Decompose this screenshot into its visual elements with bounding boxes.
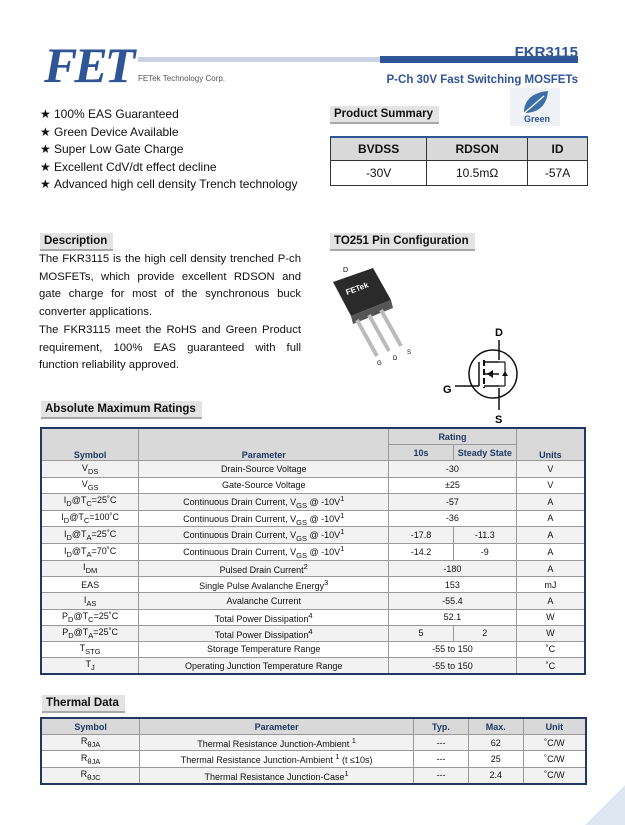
symbol-cell: $R_{\theta JA}$ bbox=[41, 751, 140, 767]
rating-cell: -30 bbox=[389, 461, 517, 477]
max-cell: 25 bbox=[468, 751, 523, 767]
parameter-cell: Gate-Source Voltage bbox=[139, 477, 389, 493]
description-paragraph: The FKR3115 is the high cell density trenched P-ch MOSFETs, which provide excellent RDSON and gate charge for most of the synchronous buck converter applications. bbox=[39, 253, 301, 319]
package-pin-d-top: D bbox=[343, 267, 349, 274]
max-cell: 62 bbox=[468, 735, 523, 751]
typ-cell: --- bbox=[414, 767, 469, 784]
col-header-units: Units bbox=[516, 428, 585, 461]
symbol-cell: $R_{\theta JA}$ bbox=[41, 735, 140, 751]
rating-cell: ±25 bbox=[389, 477, 517, 493]
summary-value: -30V bbox=[331, 161, 427, 186]
product-summary-heading: Product Summary bbox=[330, 106, 439, 124]
unit-cell: ˚C/W bbox=[523, 751, 586, 767]
table-row bbox=[41, 461, 585, 477]
units-cell: A bbox=[516, 560, 585, 576]
symbol-cell: $V_{DS}$ bbox=[41, 461, 139, 477]
parameter-cell: Single Pulse Avalanche Energy$^3$ bbox=[139, 577, 389, 593]
summary-header: RDSON bbox=[427, 137, 528, 161]
rating-steady-cell: -9 bbox=[453, 544, 516, 561]
feature-list bbox=[40, 106, 310, 194]
rating-cell: -55 to 150 bbox=[389, 658, 517, 675]
table-row bbox=[41, 510, 585, 527]
units-cell: mJ bbox=[516, 577, 585, 593]
feature-item: ★ Green Device Available bbox=[40, 124, 310, 142]
green-badge bbox=[510, 88, 560, 126]
rating-cell: 52.1 bbox=[389, 609, 517, 625]
header-rule-light bbox=[138, 57, 380, 62]
symbol-cell: $I_D@T_C=100˚C$ bbox=[41, 510, 139, 527]
mosfet-symbol bbox=[435, 322, 535, 426]
rating-cell: -180 bbox=[389, 560, 517, 576]
table-row bbox=[41, 658, 585, 675]
units-cell: A bbox=[516, 544, 585, 561]
product-subtitle: P-Ch 30V Fast Switching MOSFETs bbox=[386, 74, 578, 86]
symbol-drain-label: D bbox=[495, 327, 503, 339]
rating-10s-cell: -14.2 bbox=[389, 544, 454, 561]
units-cell: V bbox=[516, 461, 585, 477]
symbol-cell: $T_{STG}$ bbox=[41, 641, 139, 657]
package-pin-g: G bbox=[377, 361, 382, 367]
package-pin-s: S bbox=[407, 350, 412, 356]
units-cell: W bbox=[516, 609, 585, 625]
table-row bbox=[41, 641, 585, 657]
feature-item: ★ Excellent CdV/dt effect decline bbox=[40, 159, 310, 177]
symbol-gate-label: G bbox=[443, 384, 452, 396]
pin-config-heading: TO251 Pin Configuration bbox=[330, 233, 475, 251]
units-cell: A bbox=[516, 593, 585, 609]
table-row bbox=[41, 477, 585, 493]
rating-10s-cell: 5 bbox=[389, 625, 454, 641]
thermal-col-header: Parameter bbox=[140, 718, 414, 735]
symbol-cell: $T_J$ bbox=[41, 658, 139, 675]
package-pin-d: D bbox=[393, 356, 398, 362]
feature-item: ★ 100% EAS Guaranteed bbox=[40, 106, 310, 124]
company-name: FETek Technology Corp. bbox=[138, 74, 226, 83]
parameter-cell: Drain-Source Voltage bbox=[139, 461, 389, 477]
table-row bbox=[41, 609, 585, 625]
unit-cell: ˚C/W bbox=[523, 767, 586, 784]
thermal-col-header: Max. bbox=[468, 718, 523, 735]
thermal-heading: Thermal Data bbox=[42, 695, 125, 713]
thermal-col-header: Typ. bbox=[414, 718, 469, 735]
rating-steady-cell: -11.3 bbox=[453, 527, 516, 544]
thermal-col-header: Symbol bbox=[41, 718, 140, 735]
col-header-symbol: Symbol bbox=[41, 428, 139, 461]
thermal-col-header: Unit bbox=[523, 718, 586, 735]
symbol-source-label: S bbox=[495, 414, 503, 426]
parameter-cell: Continuous Drain Current, $V_{GS}$ @ $-10V^1$ bbox=[139, 527, 389, 544]
typ-cell: --- bbox=[414, 751, 469, 767]
abs-max-body bbox=[41, 461, 585, 674]
rating-steady-cell: 2 bbox=[453, 625, 516, 641]
feature-item: ★ Advanced high cell density Trench technology bbox=[40, 176, 310, 194]
parameter-cell: Thermal Resistance Junction-Case$^1$ bbox=[140, 767, 414, 784]
summary-value: 10.5mΩ bbox=[427, 161, 528, 186]
symbol-cell: $P_D@T_A=25˚C$ bbox=[41, 625, 139, 641]
summary-header: BVDSS bbox=[331, 137, 427, 161]
to251-package-illustration bbox=[325, 262, 435, 372]
description-paragraph: The FKR3115 meet the RoHS and Green Product requirement, 100% EAS guaranteed with full function reliability approved. bbox=[39, 323, 301, 372]
table-row bbox=[41, 560, 585, 576]
table-row bbox=[41, 544, 585, 561]
units-cell: A bbox=[516, 493, 585, 510]
symbol-cell: $I_D@T_A=25˚C$ bbox=[41, 527, 139, 544]
table-row bbox=[41, 593, 585, 609]
parameter-cell: Thermal Resistance Junction-Ambient $^1$ (t ≤10s) bbox=[140, 751, 414, 767]
units-cell: A bbox=[516, 527, 585, 544]
symbol-cell: $I_D@T_A=70˚C$ bbox=[41, 544, 139, 561]
col-header-10s: 10s bbox=[389, 445, 454, 461]
symbol-cell: $V_{GS}$ bbox=[41, 477, 139, 493]
units-cell: A bbox=[516, 510, 585, 527]
corner-decoration bbox=[585, 785, 625, 825]
abs-max-heading: Absolute Maximum Ratings bbox=[41, 401, 202, 419]
col-header-parameter: Parameter bbox=[139, 428, 389, 461]
rating-cell: -55.4 bbox=[389, 593, 517, 609]
parameter-cell: Avalanche Current bbox=[139, 593, 389, 609]
description-heading: Description bbox=[40, 233, 113, 251]
table-row bbox=[41, 625, 585, 641]
summary-value: -57A bbox=[528, 161, 588, 186]
table-row bbox=[41, 767, 586, 784]
part-number: FKR3115 bbox=[514, 44, 578, 61]
description-text bbox=[39, 251, 301, 375]
product-summary-table bbox=[330, 136, 588, 186]
company-logo: FET bbox=[44, 37, 133, 93]
parameter-cell: Total Power Dissipation$^4$ bbox=[139, 625, 389, 641]
parameter-cell: Total Power Dissipation$^4$ bbox=[139, 609, 389, 625]
units-cell: W bbox=[516, 625, 585, 641]
package-label: FETek bbox=[344, 280, 370, 297]
thermal-body bbox=[41, 735, 586, 784]
parameter-cell: Operating Junction Temperature Range bbox=[139, 658, 389, 675]
symbol-cell: $P_D@T_C=25˚C$ bbox=[41, 609, 139, 625]
feature-item: ★ Super Low Gate Charge bbox=[40, 141, 310, 159]
table-row bbox=[41, 751, 586, 767]
symbol-cell: $I_{AS}$ bbox=[41, 593, 139, 609]
units-cell: V bbox=[516, 477, 585, 493]
units-cell: ˚C bbox=[516, 641, 585, 657]
col-header-steady-state: Steady State bbox=[453, 445, 516, 461]
unit-cell: ˚C/W bbox=[523, 735, 586, 751]
green-label: Green bbox=[524, 114, 551, 124]
col-header-rating: Rating bbox=[389, 428, 517, 445]
parameter-cell: Pulsed Drain Current$^2$ bbox=[139, 560, 389, 576]
rating-cell: -57 bbox=[389, 493, 517, 510]
rating-10s-cell: -17.8 bbox=[389, 527, 454, 544]
parameter-cell: Continuous Drain Current, $V_{GS}$ @ $-10V^1$ bbox=[139, 493, 389, 510]
abs-max-table bbox=[40, 427, 586, 675]
thermal-table bbox=[40, 717, 587, 785]
parameter-cell: Thermal Resistance Junction-Ambient $^1$ bbox=[140, 735, 414, 751]
symbol-cell: EAS bbox=[41, 577, 139, 593]
table-row bbox=[41, 735, 586, 751]
symbol-cell: $R_{\theta JC}$ bbox=[41, 767, 140, 784]
rating-cell: 153 bbox=[389, 577, 517, 593]
parameter-cell: Continuous Drain Current, $V_{GS}$ @ $-10V^1$ bbox=[139, 544, 389, 561]
table-row bbox=[41, 493, 585, 510]
symbol-cell: $I_{DM}$ bbox=[41, 560, 139, 576]
units-cell: ˚C bbox=[516, 658, 585, 675]
table-row bbox=[41, 527, 585, 544]
typ-cell: --- bbox=[414, 735, 469, 751]
max-cell: 2.4 bbox=[468, 767, 523, 784]
parameter-cell: Continuous Drain Current, $V_{GS}$ @ $-10V^1$ bbox=[139, 510, 389, 527]
table-row bbox=[41, 577, 585, 593]
symbol-cell: $I_D@T_C=25˚C$ bbox=[41, 493, 139, 510]
rating-cell: -36 bbox=[389, 510, 517, 527]
parameter-cell: Storage Temperature Range bbox=[139, 641, 389, 657]
rating-cell: -55 to 150 bbox=[389, 641, 517, 657]
summary-header: ID bbox=[528, 137, 588, 161]
